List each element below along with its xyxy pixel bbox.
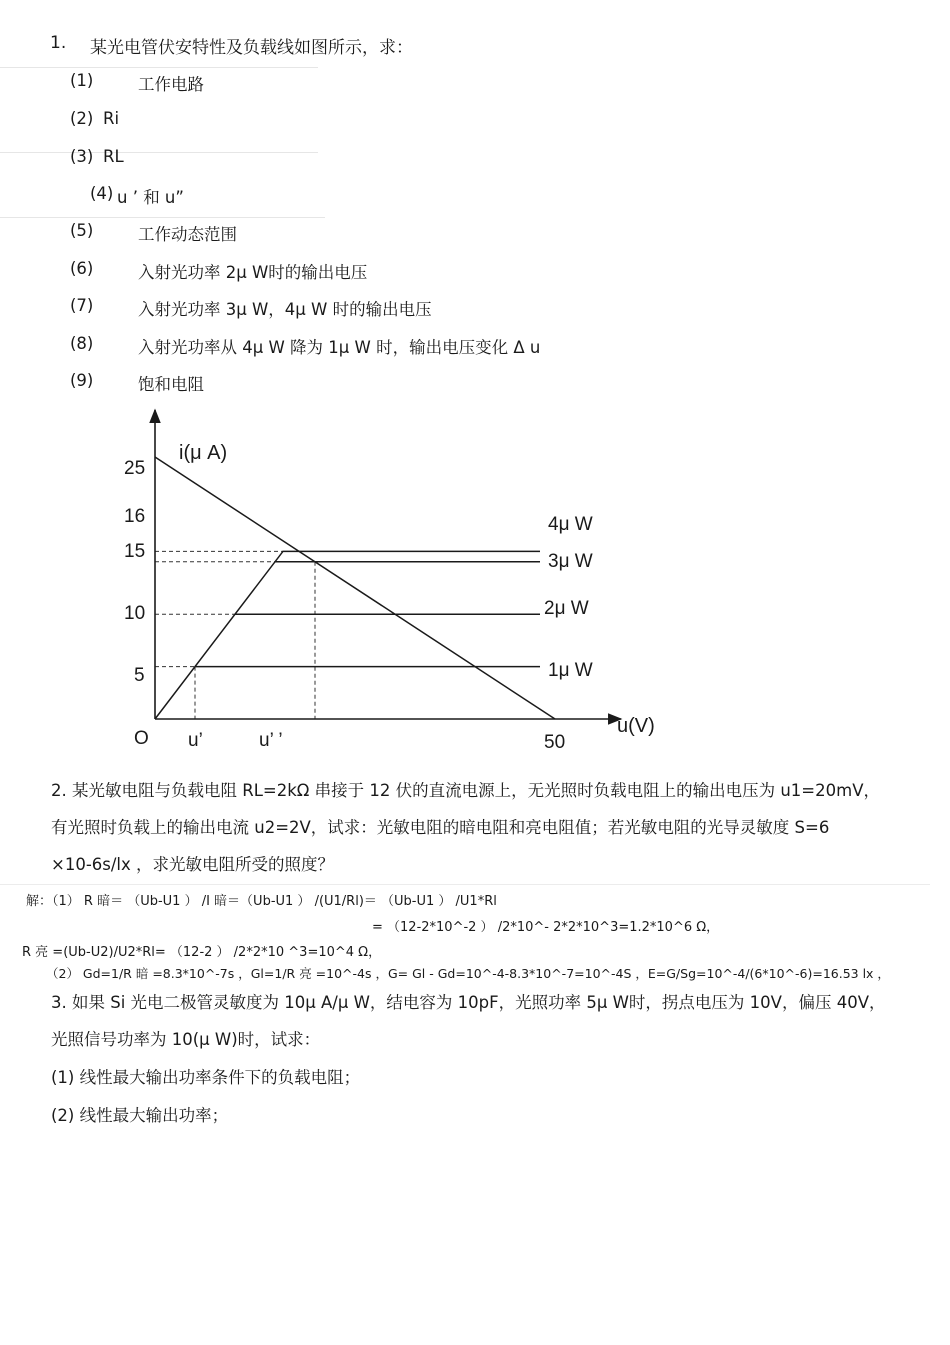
question2-line: 2. 某光敏电阻与负载电阻 RL=2kΩ 串接于 12 伏的直流电源上，无光照时负载电阻上的输出电压为 u1=20mV， [51, 781, 880, 800]
iv-curve-line [155, 551, 540, 719]
x-tick-label: O [134, 728, 149, 749]
y-tick-label: 16 [124, 506, 146, 527]
series-label: 4μ W [548, 514, 593, 535]
item-text: 入射光功率 2μ W时的输出电压 [138, 263, 368, 282]
question1-number: 1. [50, 33, 67, 53]
question3-line: (1) 线性最大输出功率条件下的负载电阻； [51, 1068, 361, 1087]
item-text: 入射光功率从 4μ W 降为 1μ W 时，输出电压变化 Δ u [138, 338, 541, 357]
item-number: (6) [70, 259, 94, 278]
x-axis-label: u(V) [617, 715, 655, 737]
iv-characteristic-chart [0, 395, 700, 765]
item-text: 饱和电阻 [138, 375, 204, 394]
question3-line: (2) 线性最大输出功率； [51, 1106, 229, 1125]
solution-line: （2） Gd=1/R 暗 =8.3*10^-7s ，Gl=1/R 亮 =10^-4s ，G= Gl - Gd=10^-4-8.3*10^-7=10^-4S ，E=G/Sg=10^-4/(6*10^-6)=16.53 lx ， [46, 966, 890, 981]
item-text: Ri [103, 109, 120, 128]
item-text: 工作电路 [138, 75, 204, 94]
load-line [155, 457, 555, 719]
x-tick-label: u’ ’ [259, 730, 283, 751]
scan-line [0, 152, 318, 153]
item-text: 工作动态范围 [138, 225, 237, 244]
scan-line [0, 217, 325, 218]
item-number: (8) [70, 334, 94, 353]
question2-line: ×10-6s/lx ，求光敏电阻所受的照度？ [51, 855, 335, 874]
question2-line: 有光照时负载上的输出电流 u2=2V，试求：光敏电阻的暗电阻和亮电阻值；若光敏电阻的光导灵敏度 S=6 [51, 818, 830, 837]
series-label: 1μ W [548, 660, 593, 681]
item-text: u ’ 和 u” [117, 188, 184, 207]
solution-line: R 亮 =(Ub-U2)/U2*Rl= （12-2 ） /2*2*10 ^3=10^4 Ω， [22, 945, 382, 960]
scan-line [0, 67, 318, 68]
x-tick-label: 50 [544, 732, 566, 753]
item-number: (1) [70, 71, 94, 90]
item-number: (4) [90, 184, 114, 203]
item-number: (2) [70, 109, 94, 128]
question1-stem: 某光电管伏安特性及负载线如图所示，求： [90, 38, 413, 58]
y-tick-label: 25 [124, 458, 146, 479]
question3-line: 光照信号功率为 10(μ W)时，试求： [51, 1030, 321, 1049]
item-number: (9) [70, 371, 94, 390]
series-label: 2μ W [544, 598, 589, 619]
item-number: (3) [70, 147, 94, 166]
y-axis-label: i(μ A) [179, 442, 228, 464]
item-text: 入射光功率 3μ W，4μ W 时的输出电压 [138, 300, 432, 319]
solution-line: 解：（1） R 暗＝ （Ub-U1 ） /I 暗＝（Ub-U1 ） /(U1/Rl)＝ （Ub-U1 ） /U1*Rl [26, 894, 497, 909]
y-tick-label: 5 [134, 665, 145, 686]
item-text: RL [103, 147, 124, 166]
question3-line: 3. 如果 Si 光电二极管灵敏度为 10μ A/μ W，结电容为 10pF，光照功率 5μ W时，拐点电压为 10V，偏压 40V， [51, 993, 886, 1012]
item-number: (5) [70, 221, 94, 240]
y-tick-label: 15 [124, 541, 146, 562]
series-label: 3μ W [548, 551, 593, 572]
item-number: (7) [70, 296, 94, 315]
solution-line: = （12-2*10^-2 ） /2*10^- 2*2*10^3=1.2*10^6 Ω， [372, 920, 720, 935]
x-tick-label: u’ [188, 730, 203, 751]
y-tick-label: 10 [124, 603, 146, 624]
scan-line [0, 884, 930, 885]
